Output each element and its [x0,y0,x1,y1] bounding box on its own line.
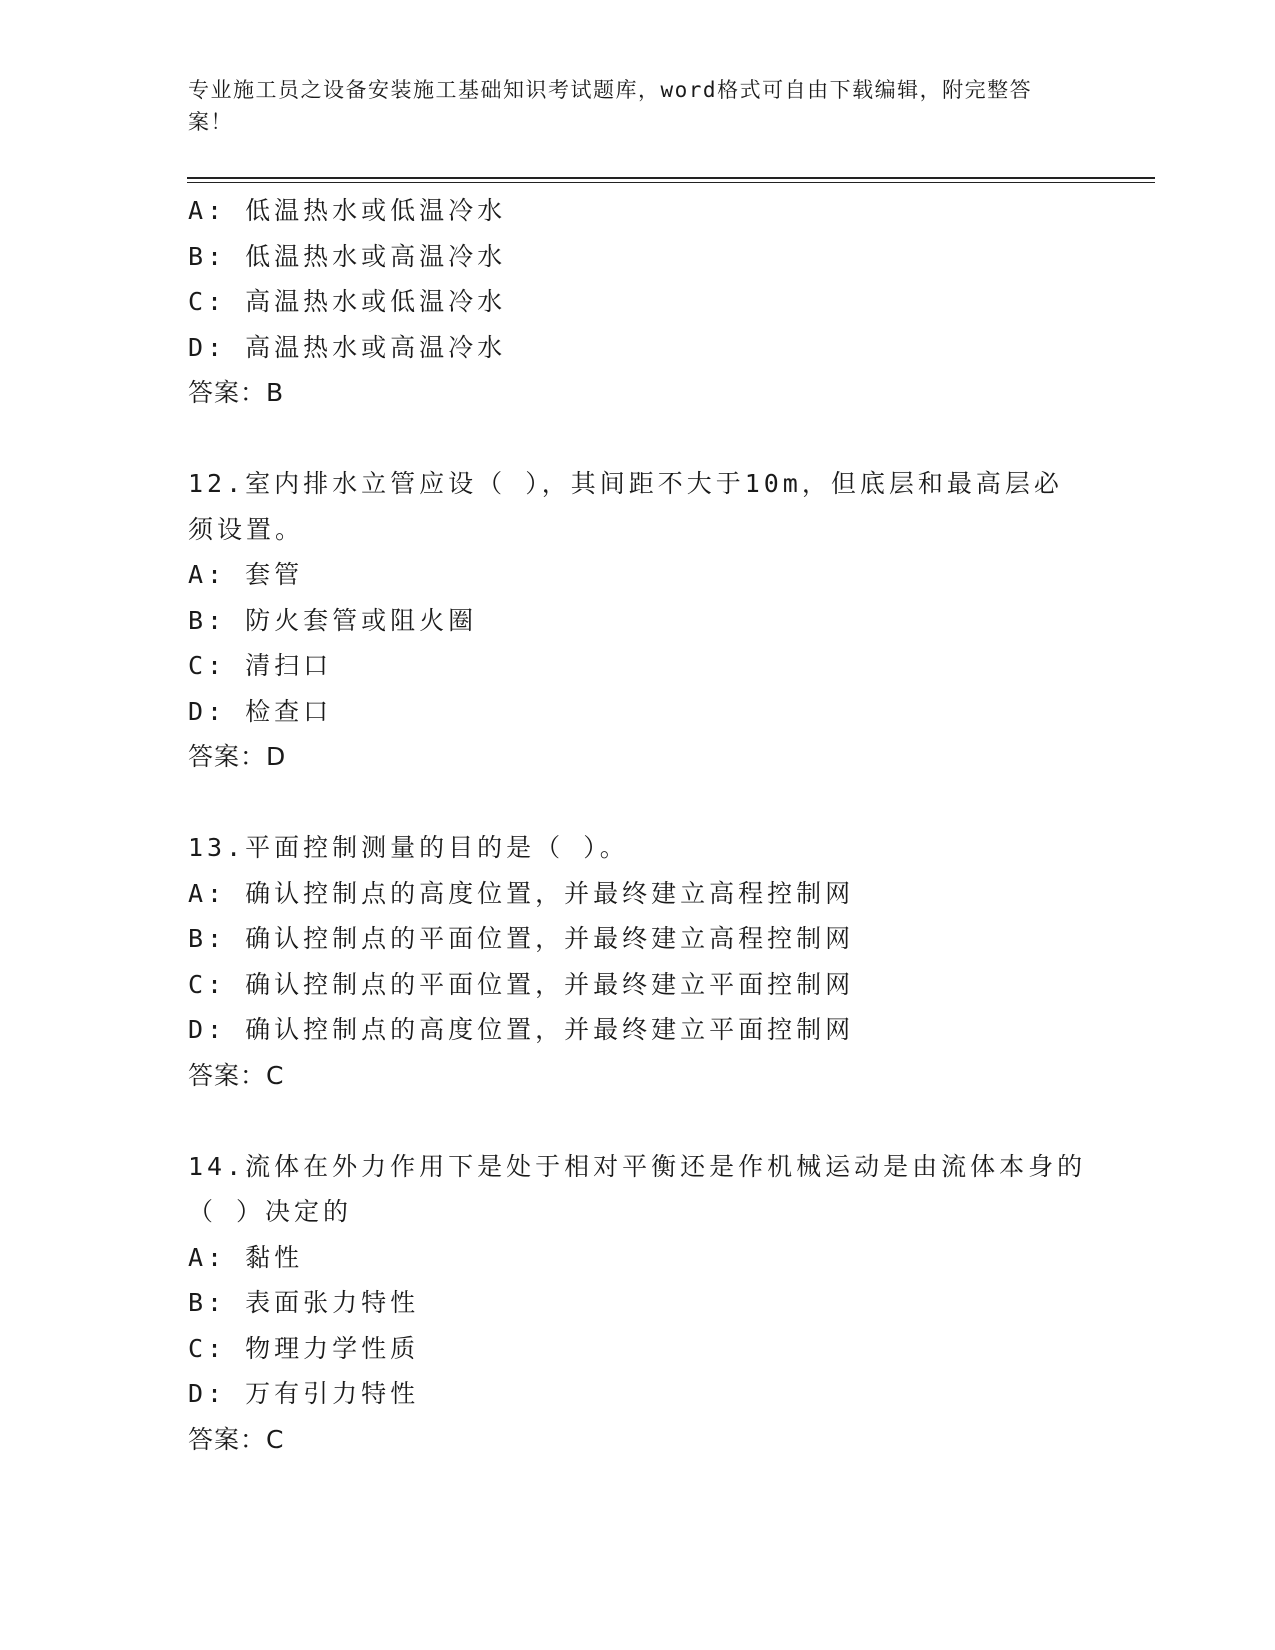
option-c: C: 确认控制点的平面位置，并最终建立平面控制网 [188,969,855,999]
option-c: C: 高温热水或低温冷水 [188,287,507,316]
header-divider-thick [187,177,1155,179]
question-stem: 13.平面控制测量的目的是（ ）。 [188,833,629,862]
option-d: D: 万有引力特性 [188,1379,420,1408]
question-13 [188,825,1088,1098]
document-header: 专业施工员之设备安装施工基础知识考试题库，word格式可自由下载编辑，附完整答案！ [188,78,1033,134]
header-divider-thin [187,182,1155,183]
answer-line: 答案：C [188,1060,285,1090]
question-14 [188,1144,1088,1463]
option-d: D: 高温热水或高温冷水 [188,332,507,362]
spacer [188,416,1088,462]
option-d: D: 确认控制点的高度位置，并最终建立平面控制网 [188,1015,855,1044]
option-a: A: 套管 [188,560,304,589]
option-d: D: 检查口 [188,696,333,726]
option-c: C: 物理力学性质 [188,1333,420,1363]
option-c: C: 清扫口 [188,651,333,680]
option-a: A: 黏性 [188,1242,304,1272]
question-12 [188,461,1088,780]
answer-line: 答案：C [188,1424,285,1454]
answer-line: 答案：B [188,378,285,407]
question-list [188,188,1088,1462]
spacer [188,1098,1088,1144]
option-b: B: 确认控制点的平面位置，并最终建立高程控制网 [188,924,855,953]
answer-line: 答案：D [188,742,287,771]
question-stem: 12.室内排水立管应设（ ），其间距不大于10m，但底层和最高层必须设置。 [188,469,1063,544]
option-b: B: 防火套管或阻火圈 [188,605,478,635]
question-stem: 14.流体在外力作用下是处于相对平衡还是作机械运动是由流体本身的（ ）决定的 [188,1151,1087,1226]
partial-question [188,188,1088,416]
spacer [188,780,1088,826]
option-b: B: 表面张力特性 [188,1288,420,1317]
option-a: A: 确认控制点的高度位置，并最终建立高程控制网 [188,878,855,908]
option-a: A: 低温热水或低温冷水 [188,196,507,225]
option-b: B: 低温热水或高温冷水 [188,241,507,271]
